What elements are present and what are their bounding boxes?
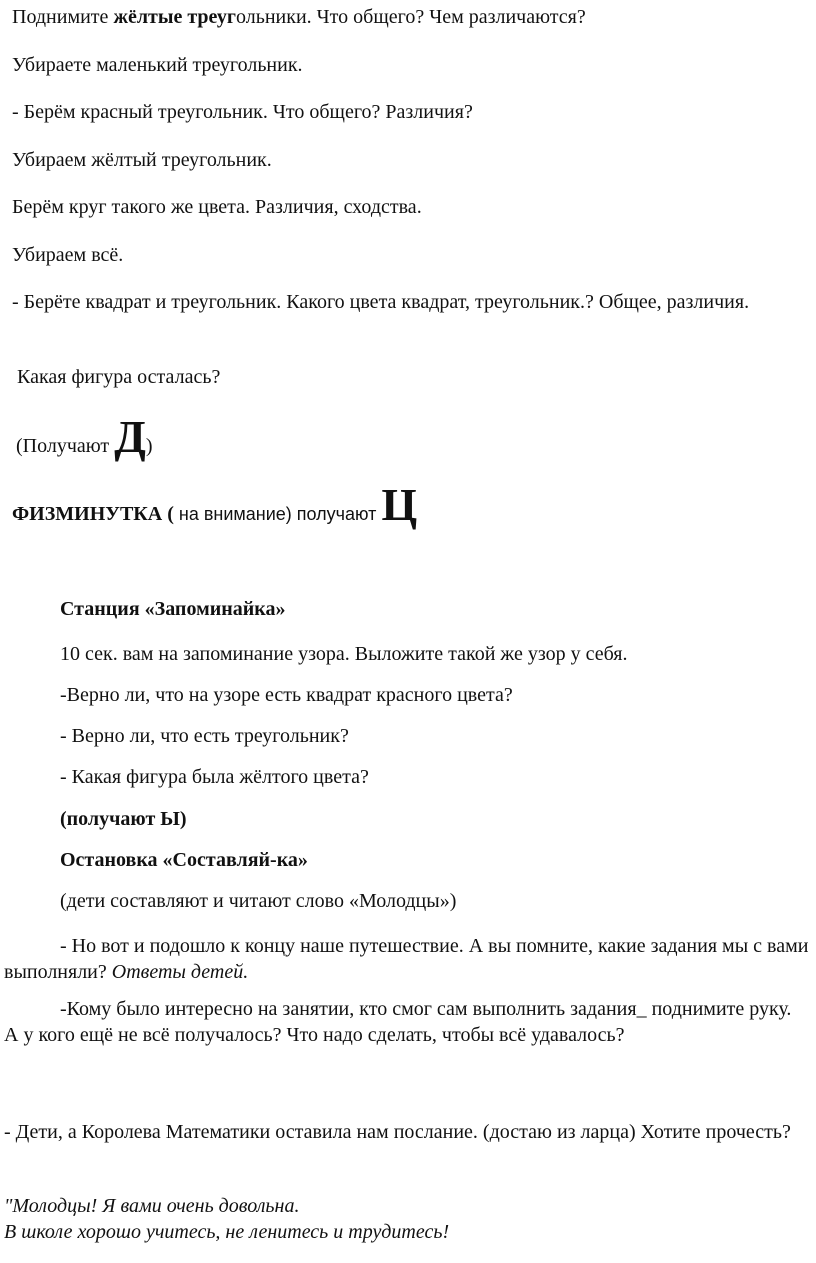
paragraph-raise-yellow (12, 4, 586, 30)
station-line-4: - Какая фигура была жёлтого цвета? (60, 766, 369, 788)
letter-ts: Ц (381, 479, 418, 530)
text-segment: - Но вот и подошло к концу наше путешествие. А вы помните, какие задания мы с вами выполняли? (4, 935, 809, 983)
paragraph-fizminutka (12, 479, 418, 537)
paragraph-remove-small: Убираете маленький треугольник. (12, 54, 303, 76)
paragraph-square-triangle: - Берёте квадрат и треугольник. Какого цвета квадрат, треугольник.? Общее, различия. (12, 291, 750, 313)
text-segment: Поднимите (12, 6, 114, 28)
station-line-2: -Верно ли, что на узоре есть квадрат красного цвета? (60, 684, 513, 706)
letter-d: Д (114, 411, 146, 462)
stop-title: Остановка «Составляй-ка» (60, 849, 308, 871)
paragraph-who-liked: -Кому было интересно на занятии, кто смог сам выполнить задания_ поднимите руку. А у кого ещё не всё получалось? Что надо сделать, чтобы всё удавалось? (4, 998, 792, 1046)
paragraph-take-circle: Берём круг такого же цвета. Различия, сходства. (12, 196, 422, 218)
station-line-3: - Верно ли, что есть треугольник? (60, 725, 349, 747)
bold-text-segment: ФИЗМИНУТКА ( (12, 503, 179, 525)
bold-text-segment: жёлтые треуг (113, 6, 237, 28)
paragraph-remove-yellow: Убираем жёлтый треугольник. (12, 149, 272, 171)
text-segment: (Получают (16, 435, 115, 457)
paragraph-remove-all: Убираем всё. (12, 244, 124, 266)
station-result: (получают Ы) (60, 808, 187, 830)
station-line-1: 10 сек. вам на запоминание узора. Выложите такой же узор у себя. (60, 643, 628, 665)
italic-text-segment: Ответы детей. (111, 961, 249, 983)
station-title: Станция «Запоминайка» (60, 598, 286, 620)
paragraph-get-letter-d (16, 411, 153, 469)
text-segment: на внимание) получают (178, 504, 382, 524)
paragraph-take-red: - Берём красный треугольник. Что общего? Различия? (12, 101, 473, 123)
stop-line-1: (дети составляют и читают слово «Молодцы») (60, 890, 457, 912)
poem-line-1: "Молодцы! Я вами очень довольна. (4, 1195, 300, 1217)
text-segment: ольники. Что общего? Чем различаются? (236, 6, 586, 28)
poem-line-2: В школе хорошо учитесь, не ленитесь и трудитесь! (4, 1221, 450, 1243)
paragraph-which-shape: Какая фигура осталась? (17, 366, 221, 388)
paragraph-queen-message: - Дети, а Королева Математики оставила нам послание. (достаю из ларца) Хотите прочесть? (4, 1121, 791, 1143)
text-segment: ) (145, 435, 153, 457)
paragraph-journey-end (4, 933, 810, 985)
